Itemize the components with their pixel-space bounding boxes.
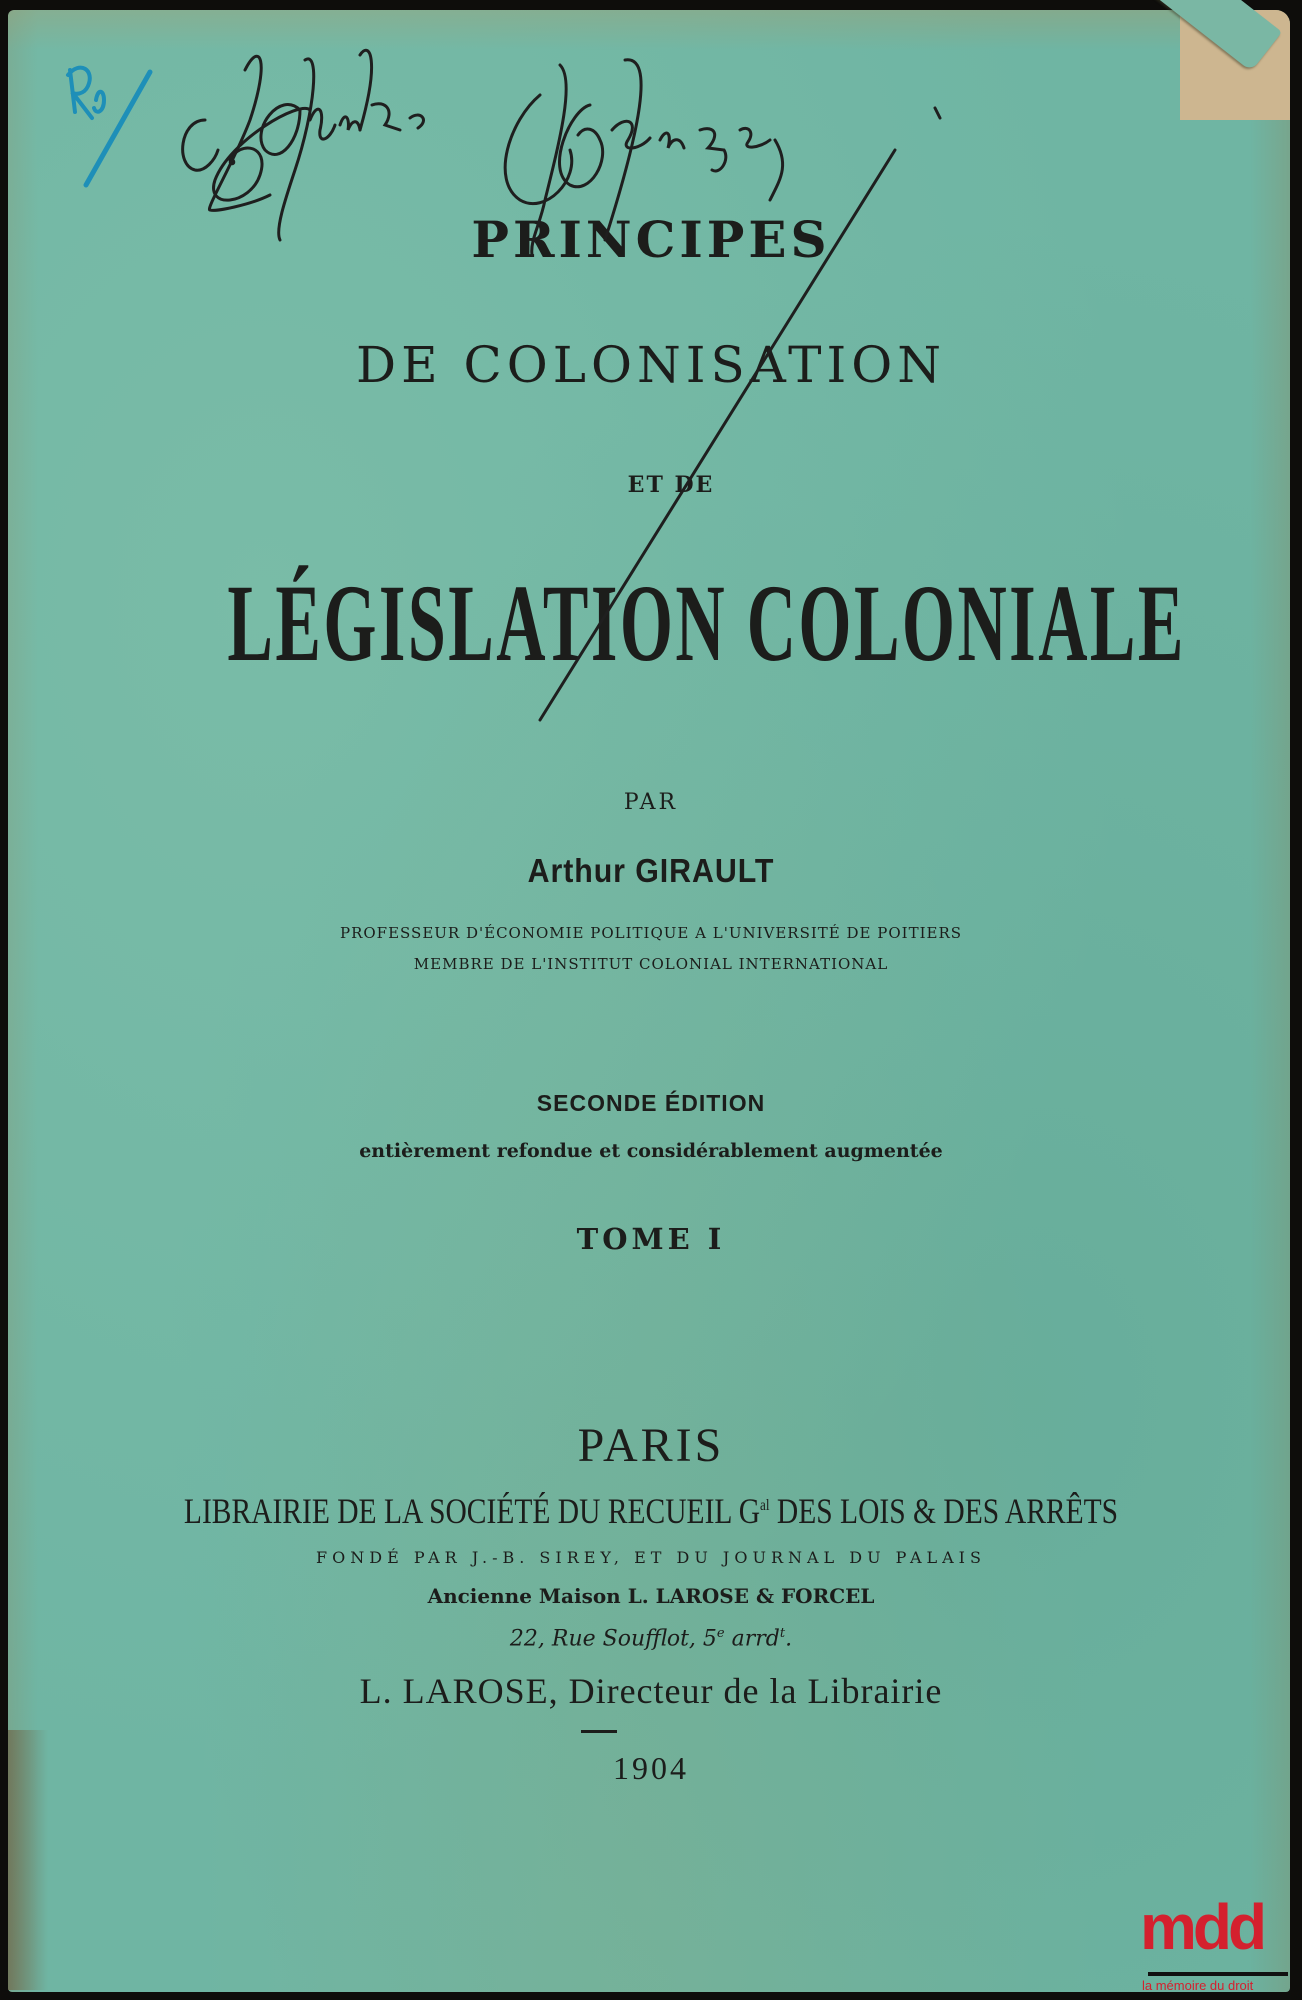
address-post: . (785, 1626, 793, 1652)
author-affiliation-1: PROFESSEUR D'ÉCONOMIE POLITIQUE A L'UNIVERSITÉ DE POITIERS (339, 924, 963, 942)
address-mid: arrd (724, 1626, 780, 1652)
address-sup-2: t (779, 1626, 786, 1641)
publisher-pre: LIBRAIRIE DE LA SOCIÉTÉ DU RECUEIL G (183, 1491, 761, 1531)
mdd-watermark (1130, 1892, 1290, 1992)
title-colonisation: DE COLONISATION (356, 336, 946, 394)
imprint-director: L. LAROSE, Directeur de la Librairie (359, 1671, 943, 1711)
imprint-publisher (117, 1490, 1185, 1532)
byline-par: PAR (623, 790, 679, 815)
publisher-post: DES LOIS & DES ARRÊTS (769, 1491, 1119, 1531)
address-sup-1: e (716, 1626, 725, 1641)
edition-description: entièrement refondue et considérablement augmentée (359, 1140, 943, 1162)
imprint-year: 1904 (613, 1750, 689, 1786)
imprint-city: PARIS (577, 1419, 725, 1472)
imprint-former-house: Ancienne Maison L. LAROSE & FORCEL (427, 1584, 875, 1608)
imprint-founded: FONDÉ PAR J.-B. SIREY, ET DU JOURNAL DU PALAIS (316, 1548, 986, 1567)
title-legislation-coloniale: LÉGISLATION COLONIALE (227, 562, 1186, 684)
title-principes: PRINCIPES (471, 210, 831, 269)
logo-tagline: la mémoire du droit (1142, 1978, 1254, 1993)
edition-label: SECONDE ÉDITION (536, 1090, 766, 1116)
logo-rule (1148, 1972, 1288, 1976)
imprint-address (0, 1626, 1302, 1651)
author-affiliation-2: MEMBRE DE L'INSTITUT COLONIAL INTERNATIONAL (413, 955, 889, 973)
volume-label: TOME I (576, 1222, 726, 1256)
title-et-de: ET DE (627, 472, 715, 498)
mdd-logo-icon: mdd (1140, 1891, 1264, 1963)
publisher-sup: al (760, 1497, 770, 1514)
author-name: Arthur GIRAULT (527, 852, 775, 889)
divider-rule (581, 1730, 617, 1733)
address-pre: 22, Rue Soufflot, 5 (509, 1626, 717, 1652)
